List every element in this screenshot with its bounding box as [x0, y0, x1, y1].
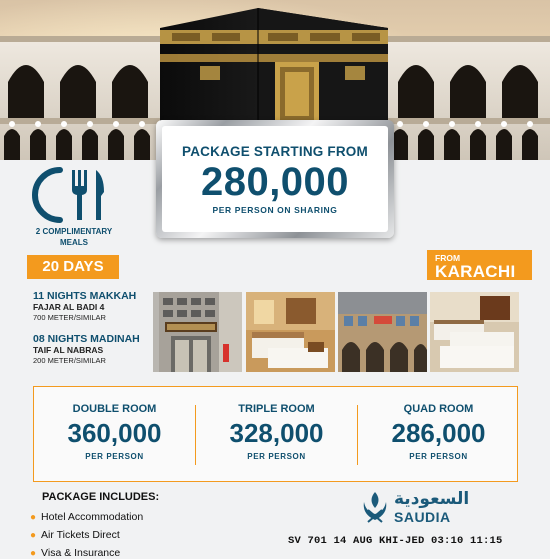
room-price: 360,000	[67, 418, 162, 448]
hotel-room-photo	[246, 292, 335, 372]
includes-item-label: Visa & Insurance	[41, 547, 121, 559]
airline-name-arabic: السعودية	[394, 489, 470, 509]
price-subtext: PER PERSON ON SHARING	[212, 205, 338, 215]
meals-label	[22, 226, 126, 248]
includes-item	[30, 529, 120, 541]
room-name: TRIPLE ROOM	[238, 403, 315, 415]
meals-label-line2: MEALS	[60, 238, 88, 247]
room-double	[34, 387, 195, 483]
includes-item-label: Air Tickets Direct	[41, 529, 120, 541]
bullet-icon: ●	[30, 548, 37, 559]
duration-badge: 20 DAYS	[27, 255, 119, 279]
stay-distance: 700 METER/SIMILAR	[33, 313, 106, 322]
flight-details: SV 701 14 AUG KHI-JED 03:10 11:15	[288, 535, 503, 547]
room-name: DOUBLE ROOM	[72, 403, 157, 415]
origin-city: KARACHI	[435, 262, 516, 281]
hotel-photo-strip	[153, 292, 519, 372]
room-price: 286,000	[391, 418, 486, 448]
hotel-facade-photo	[338, 292, 427, 372]
stay-hotel: TAIF AL NABRAS	[33, 345, 104, 355]
price-heading: PACKAGE STARTING FROM	[182, 144, 368, 159]
stay-distance: 200 METER/SIMILAR	[33, 356, 106, 365]
price-amount: 280,000	[200, 160, 350, 204]
price-plaque	[156, 120, 394, 238]
stay-madinah	[33, 333, 140, 365]
meals-label-line1: 2 COMPLIMENTARY	[35, 227, 113, 236]
hotel-quad-room-photo	[430, 292, 519, 372]
bullet-icon: ●	[30, 530, 37, 541]
stay-hotel: FAJAR AL BADI 4	[33, 302, 105, 312]
room-per: PER PERSON	[247, 452, 306, 461]
origin-badge	[427, 250, 532, 280]
origin-prefix: FROM	[435, 253, 461, 263]
includes-item	[30, 511, 143, 523]
room-price: 328,000	[229, 418, 324, 448]
hotel-exterior-photo	[153, 292, 242, 372]
stay-title: 11 NIGHTS MAKKAH	[33, 290, 137, 302]
room-per: PER PERSON	[409, 452, 468, 461]
room-triple	[196, 387, 357, 483]
room-name: QUAD ROOM	[403, 403, 474, 415]
room-quad	[358, 387, 519, 483]
includes-heading: PACKAGE INCLUDES:	[42, 491, 160, 503]
includes-item-label: Hotel Accommodation	[41, 511, 144, 523]
airline-name: SAUDIA	[394, 509, 451, 525]
room-per: PER PERSON	[85, 452, 144, 461]
bullet-icon: ●	[30, 512, 37, 523]
fork-knife-icon	[34, 166, 110, 224]
stay-title: 08 NIGHTS MADINAH	[33, 333, 140, 345]
stay-makkah	[33, 290, 136, 322]
includes-item	[30, 547, 120, 559]
room-prices	[33, 386, 518, 482]
